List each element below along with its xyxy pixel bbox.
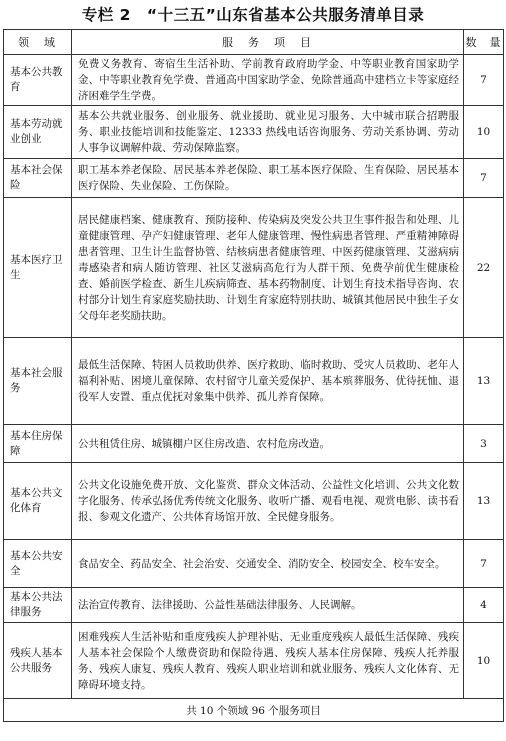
row-count: 10 bbox=[464, 106, 504, 159]
row-domain: 基本公共文化体育 bbox=[4, 463, 72, 540]
table-row bbox=[4, 425, 504, 463]
row-count: 7 bbox=[464, 540, 504, 588]
header-count: 数 量 bbox=[464, 30, 504, 55]
row-count: 4 bbox=[464, 588, 504, 623]
row-domain: 基本社会保险 bbox=[4, 159, 72, 198]
row-services: 最低生活保障、特困人员救助供养、医疗救助、临时救助、受灾人员救助、老年人福利补贴、困境儿童保障、农村留守儿童关爱保护、基本殡葬服务、优待抚恤、退役军人安置、重点优抚对象集中供养、孤儿养育保障。 bbox=[72, 338, 464, 425]
table-title: 专栏 2 “十三五”山东省基本公共服务清单目录 bbox=[81, 6, 425, 24]
table-row bbox=[4, 463, 504, 540]
table-row bbox=[4, 198, 504, 338]
row-domain: 基本社会服务 bbox=[4, 338, 72, 425]
row-count: 13 bbox=[464, 338, 504, 425]
table-row bbox=[4, 588, 504, 623]
row-services: 公共文化设施免费开放、文化鉴赏、群众文体活动、公益性文化培训、公共文化数字化服务、传承弘扬优秀传统文化服务、收听广播、观看电视、观赏电影、读书看报、参观文化遗产、公共体育场馆开放、全民健身服务。 bbox=[72, 463, 464, 540]
row-count: 7 bbox=[464, 55, 504, 106]
row-count: 3 bbox=[464, 425, 504, 463]
row-domain: 基本公共教育 bbox=[4, 55, 72, 106]
row-services: 公共租赁住房、城镇棚户区住房改造、农村危房改造。 bbox=[72, 425, 464, 463]
table-footer: 共 10 个领域 96 个服务项目 bbox=[4, 699, 504, 722]
row-domain: 基本住房保障 bbox=[4, 425, 72, 463]
table-row bbox=[4, 540, 504, 588]
row-services: 免费义务教育、寄宿生生活补助、学前教育政府助学金、中等职业教育国家助学金、中等职业教育免学费、普通高中国家助学金、免除普通高中建档立卡等家庭经济困难学生学费。 bbox=[72, 55, 464, 106]
header-services: 服 务 项 目 bbox=[72, 30, 464, 55]
header-row bbox=[4, 30, 504, 55]
row-services: 法治宣传教育、法律援助、公益性基础法律服务、人民调解。 bbox=[72, 588, 464, 623]
row-count: 10 bbox=[464, 623, 504, 699]
footer-row bbox=[4, 699, 504, 722]
row-count: 13 bbox=[464, 463, 504, 540]
table-row bbox=[4, 106, 504, 159]
header-domain: 领 域 bbox=[4, 30, 72, 55]
row-services: 基本公共就业服务、创业服务、就业援助、就业见习服务、大中城市联合招聘服务、职业技能培训和技能鉴定、12333 热线电话咨询服务、劳动关系协调、劳动人事争议调解仲裁、劳动保障监察。 bbox=[72, 106, 464, 159]
row-services: 困难残疾人生活补贴和重度残疾人护理补贴、无业重度残疾人最低生活保障、残疾人基本社会保险个人缴费资助和保险待遇、残疾人基本住房保障、残疾人托养服务、残疾人康复、残疾人教育、残疾人职业培训和就业服务、残疾人文化体育、无障碍环境支持。 bbox=[72, 623, 464, 699]
table-row bbox=[4, 55, 504, 106]
table-row bbox=[4, 159, 504, 198]
row-domain: 残疾人基本公共服务 bbox=[4, 623, 72, 699]
row-domain: 基本劳动就业创业 bbox=[4, 106, 72, 159]
service-catalog-table bbox=[3, 29, 504, 722]
row-count: 22 bbox=[464, 198, 504, 338]
table-row bbox=[4, 623, 504, 699]
row-domain: 基本公共安全 bbox=[4, 540, 72, 588]
row-services: 职工基本养老保险、居民基本养老保险、职工基本医疗保险、生育保险、居民基本医疗保险、失业保险、工伤保险。 bbox=[72, 159, 464, 198]
row-services: 食品安全、药品安全、社会治安、交通安全、消防安全、校园安全、校车安全。 bbox=[72, 540, 464, 588]
row-count: 7 bbox=[464, 159, 504, 198]
row-domain: 基本公共法律服务 bbox=[4, 588, 72, 623]
row-services: 居民健康档案、健康教育、预防接种、传染病及突发公共卫生事件报告和处理、儿童健康管理、孕产妇健康管理、老年人健康管理、慢性病患者管理、严重精神障碍患者管理、卫生计生监督协管、结核病患者健康管理、中医药健康管理、艾滋病病毒感染者和病人随访管理、社区艾滋病高危行为人群干预、免费孕前优生健康检查、婚前医学检查、新生儿疾病筛查、基本药物制度、计划生育技术指导咨询、农村部分计划生育家庭奖励扶助、计划生育家庭特别扶助、城镇其他居民中独生子女父母年老奖励扶助。 bbox=[72, 198, 464, 338]
row-domain: 基本医疗卫生 bbox=[4, 198, 72, 338]
table-row bbox=[4, 338, 504, 425]
